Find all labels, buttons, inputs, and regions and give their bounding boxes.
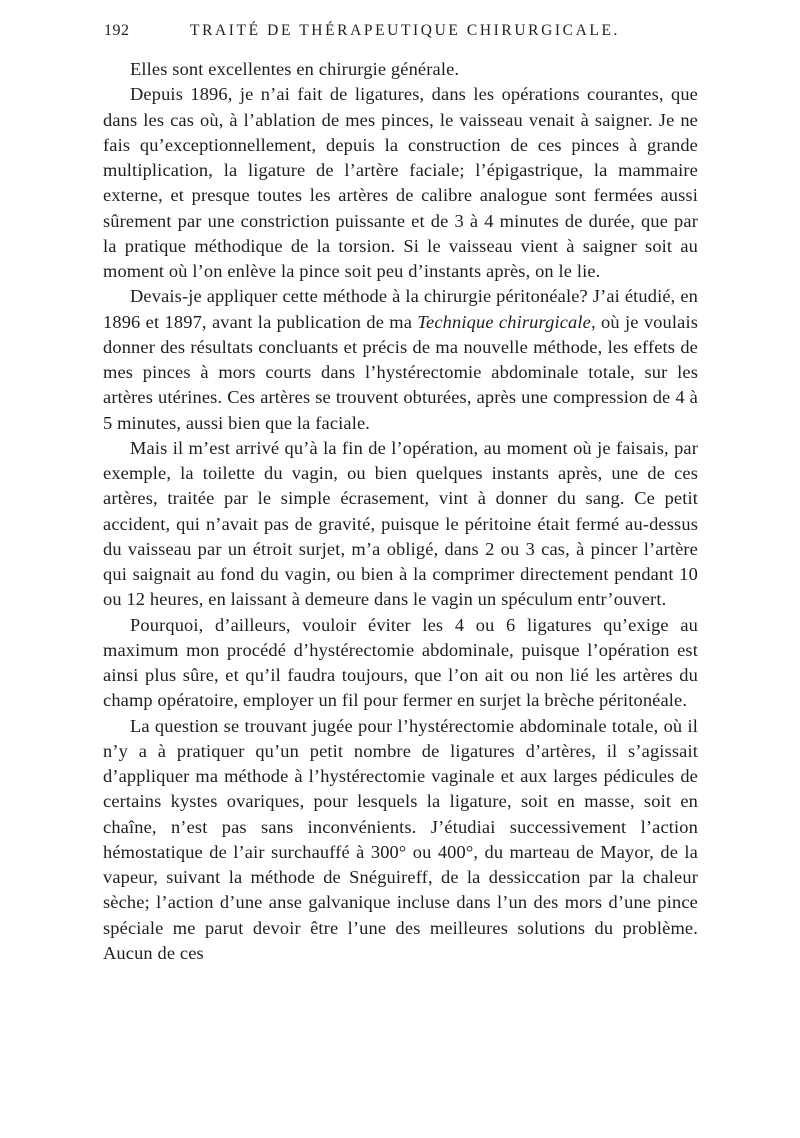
paragraph-3 [103,284,698,436]
page-number: 192 [104,22,130,39]
running-head [104,22,699,46]
paragraph-3-text-a: Devais-je appliquer cette méthode à la chirurgie péritonéale? J’ai étudié, en 1896 et 1897, avant la publication de ma [103,286,698,332]
paragraph-3-text-b: où je voulais donner des résultats concluants et précis de ma nouvelle méthode, les effets de mes pinces à mors courts dans l’hystérectomie abdominale totale, sur les artères utérines. Ces artères se trouvent obturées, après une compression de 4 à 5 minutes, aussi bien que la faciale. [103,311,699,433]
paragraph-2: Depuis 1896, je n’ai fait de ligatures, dans les opérations courantes, que dans les cas où, à l’ablation de mes pinces, le vaisseau venait à saigner. Je ne fais qu’exceptionnellement, depuis la construction de ces pinces à grande multiplication, la ligature de l’artère faciale; l’épigastrique, la mammaire externe, et presque toutes les artères de calibre analogue sont fermées aussi sûrement par une constriction puissante et de 3 à 4 minutes de durée, que par la pratique méthodique de la torsion. Si le vaisseau vient à saigner soit au moment où l’on enlève la pince soit peu d’instants après, on le lie. [103,84,698,281]
paragraph-4: Mais il m’est arrivé qu’à la fin de l’opération, au moment où je faisais, par exemple, la toilette du vagin, ou bien quelques instants après, une de ces artères, traitée par le simple écrasement, vint à donner du sang. Ce petit accident, qui n’avait pas de gravité, puisque le péritoine était fermé au-dessus du vaisseau par un étroit surjet, m’a obligé, dans 2 ou 3 cas, à pincer l’artère qui saignait au fond du vagin, ou bien à la comprimer directement pendant 10 ou 12 heures, en laissant à demeure dans le vagin un spéculum entr’ouvert. [103,437,698,610]
paragraph-5: Pourquoi, d’ailleurs, vouloir éviter les 4 ou 6 ligatures qu’exige au maximum mon procédé d’hystérectomie abdominale, puisque l’opération est ainsi plus sûre, et qu’il faudra toujours, que l’on ait ou non lié les artères du champ opératoire, employer un fil pour fermer en surjet la brèche péritonéale. [103,614,698,711]
body-text [103,57,698,966]
paragraph-6: La question se trouvant jugée pour l’hystérectomie abdominale totale, où il n’y a à pratiquer qu’un petit nombre de ligatures d’artères, il s’agissait d’appliquer ma méthode à l’hystérectomie vaginale et aux larges pédicules de certains kystes ovariques, pour lesquels la ligature, soit en masse, soit en chaîne, n’est pas sans inconvénients. J’étudiai successivement l’action hémostatique de l’air surchauffé à 300° ou 400°, du marteau de Mayor, de la vapeur, suivant la méthode de Snéguireff, de la dessiccation par la chaleur sèche; l’action d’une anse galvanique incluse dans l’un des mors d’une pince spéciale me parut devoir être l’une des meilleures solutions du problème. Aucun de ces [103,715,698,963]
paragraph-1: Elles sont excellentes en chirurgie générale. [130,59,460,79]
running-title: TRAITÉ DE THÉRAPEUTIQUE CHIRURGICALE. [190,22,620,39]
book-title-italic: Technique chirurgicale, [417,311,596,332]
